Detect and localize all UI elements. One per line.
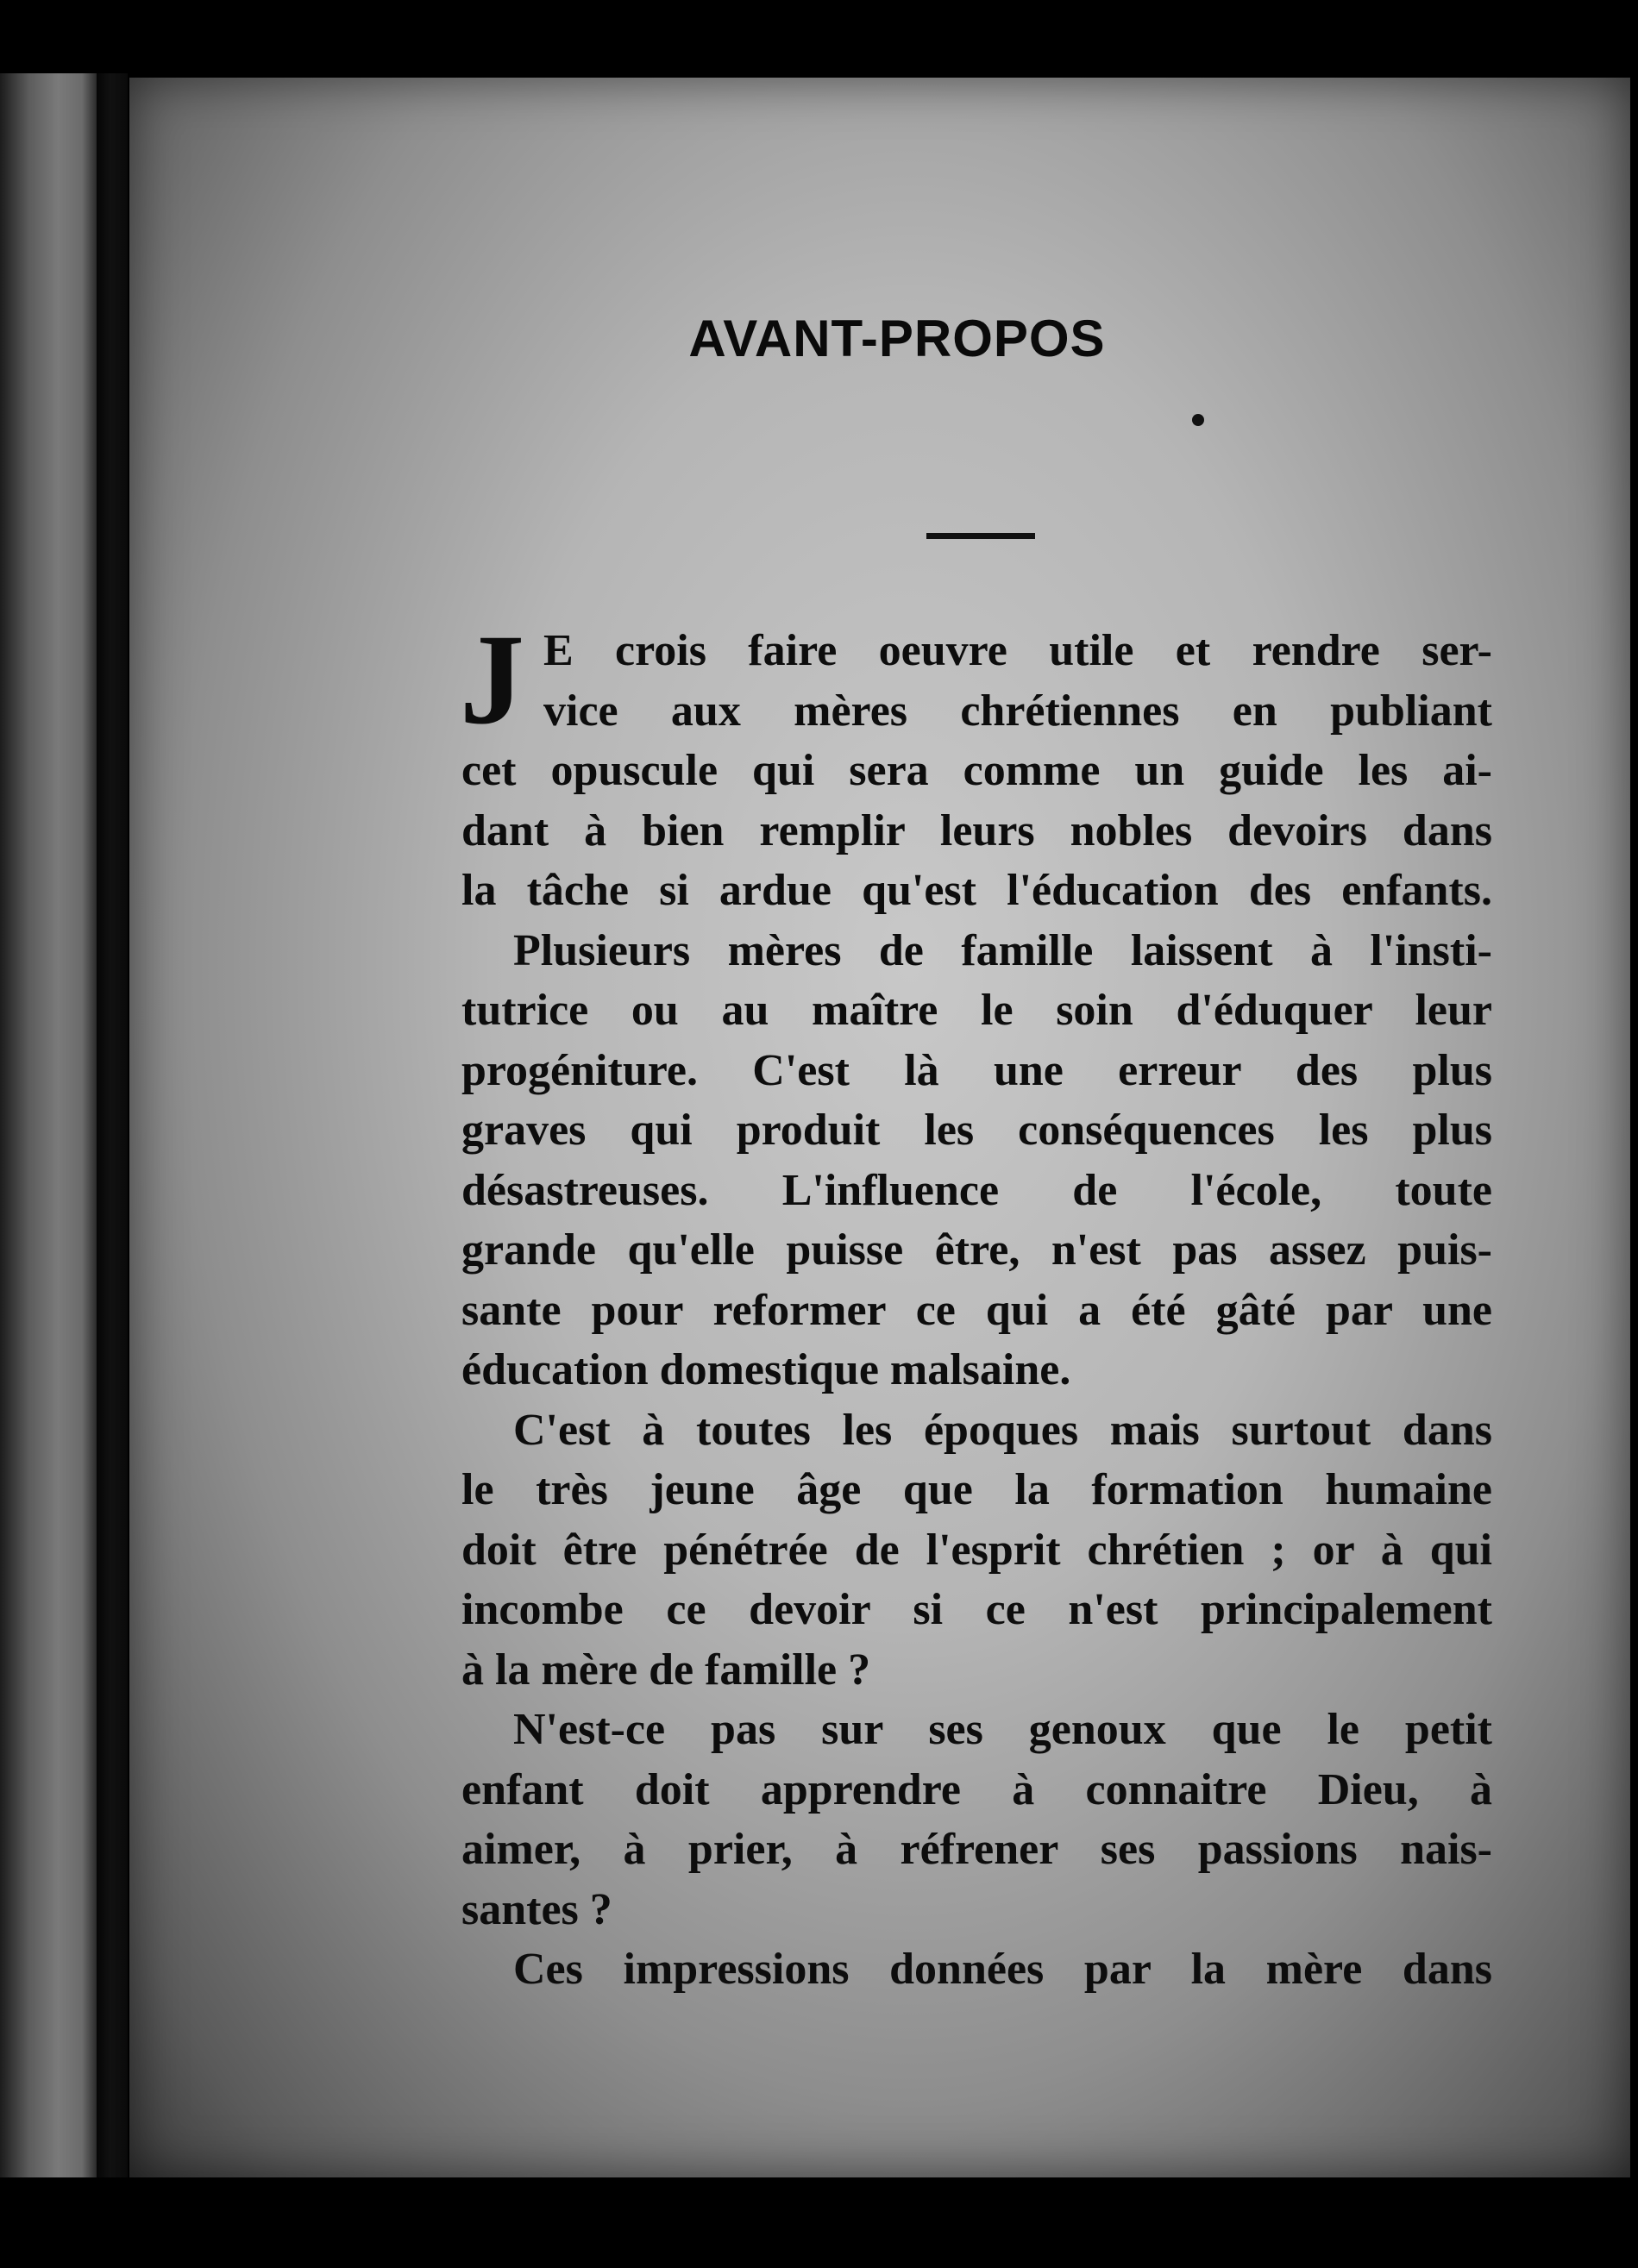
text-line: incombe ce devoir si ce n'est principalement (461, 1585, 1492, 1634)
text-line: progéniture. C'est là une erreur des plus (461, 1045, 1492, 1095)
text-line: E crois faire oeuvre utile et rendre ser- (543, 626, 1492, 675)
text-line: tutrice ou au maître le soin d'éduquer leur (461, 986, 1492, 1035)
text-line: Plusieurs mères de famille laissent à l'insti- (513, 925, 1492, 975)
text-line: désastreuses. L'influence de l'école, toute (461, 1165, 1492, 1215)
text-line: N'est-ce pas sur ses genoux que le petit (513, 1705, 1492, 1754)
text-line: éducation domestique malsaine. (461, 1345, 1071, 1394)
scan-border (0, 2177, 1638, 2268)
drop-cap: J (460, 608, 524, 751)
text-line: sante pour reformer ce qui a été gâté par une (461, 1285, 1492, 1335)
text-line: doit être pénétrée de l'esprit chrétien ; or à qui (461, 1525, 1492, 1575)
text-line: santes ? (461, 1884, 612, 1934)
text-line: aimer, à prier, à réfrener ses passions nais- (461, 1825, 1492, 1874)
ink-speck (1192, 414, 1204, 426)
text-line: à la mère de famille ? (461, 1645, 871, 1695)
text-line: Ces impressions données par la mère dans (513, 1945, 1492, 1994)
text-line: C'est à toutes les époques mais surtout dans (513, 1405, 1492, 1455)
text-line: enfant doit apprendre à connaitre Dieu, à (461, 1764, 1492, 1814)
book-page (129, 78, 1630, 2177)
text-line: grande qu'elle puisse être, n'est pas assez puis- (461, 1225, 1492, 1275)
title-rule (926, 533, 1035, 539)
page-title: AVANT-PROPOS (688, 310, 1106, 367)
text-line: dant à bien remplir leurs nobles devoirs dans (461, 805, 1492, 855)
facing-page-edge (0, 73, 97, 2177)
book-gutter (97, 73, 128, 2177)
text-line: la tâche si ardue qu'est l'éducation des enfants. (461, 866, 1492, 915)
body-text (460, 608, 1492, 2000)
text-line: vice aux mères chrétiennes en publiant (543, 686, 1492, 736)
text-line: cet opuscule qui sera comme un guide les ai- (461, 746, 1492, 795)
text-line: le très jeune âge que la formation humaine (461, 1465, 1492, 1514)
text-line: graves qui produit les conséquences les plus (461, 1106, 1492, 1155)
